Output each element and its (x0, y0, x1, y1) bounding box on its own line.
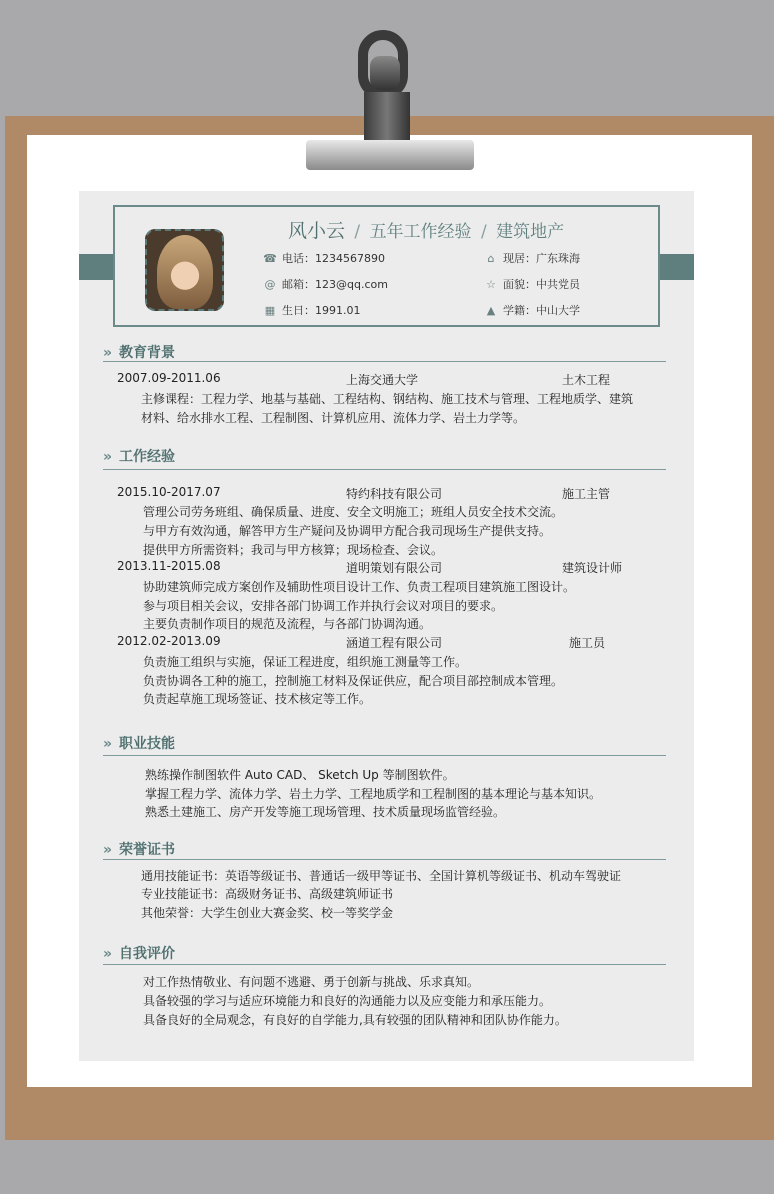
separator: / (480, 222, 487, 242)
portrait-figure (157, 235, 213, 309)
info-residence (484, 250, 580, 266)
profile-photo (145, 229, 224, 311)
work-duty: 管理公司劳务班组、确保质量、进度、安全文明施工；班组人员安全技术交流。 (143, 505, 564, 519)
info-birth (263, 302, 361, 318)
skill-item: 熟练操作制图软件 Auto CAD、 Sketch Up 等制图软件。 (145, 768, 455, 782)
work-duty: 负责施工组织与实施，保证工程进度，组织施工测量等工作。 (143, 655, 468, 669)
work-period: 2012.02-2013.09 (117, 634, 221, 648)
work-duty: 协助建筑师完成方案创作及辅助性项目设计工作、负责工程项目建筑施工图设计。 (143, 580, 576, 594)
section-title-education: » 教育背景 (103, 345, 176, 361)
honor-item: 专业技能证书：高级财务证书、高级建筑师证书 (141, 887, 394, 901)
edu-school: 上海交通大学 (346, 373, 419, 387)
work-duty: 与甲方有效沟通，解答甲方生产疑问及协调甲方配合我司现场生产提供支持。 (143, 524, 552, 538)
at-icon: @ (264, 278, 276, 291)
skill-item: 熟悉土建施工、房产开发等施工现场管理、技术质量现场监管经验。 (145, 805, 506, 819)
work-role: 施工员 (569, 636, 606, 650)
self-eval-item: 对工作热情敬业、有问题不逃避、勇于创新与挑战、乐求真知。 (143, 975, 480, 989)
phone-text: 电话：1234567890 (282, 252, 385, 265)
experience-years: 五年工作经验 (369, 222, 472, 242)
work-company: 涵道工程有限公司 (346, 636, 443, 650)
header-accent-right (658, 254, 694, 280)
phone-icon: ☎ (263, 252, 277, 265)
self-eval-item: 具备较强的学习与适应环境能力和良好的沟通能力以及应变能力和承压能力。 (143, 994, 552, 1008)
work-duty: 负责起草施工现场签证、技术核定等工作。 (143, 692, 372, 706)
work-company: 道明策划有限公司 (346, 561, 443, 575)
political-text: 面貌：中共党员 (503, 278, 580, 291)
binder-clip-neck (364, 92, 410, 144)
edu-major: 土木工程 (562, 373, 611, 387)
birth-text: 生日：1991.01 (282, 304, 361, 317)
honor-item: 通用技能证书：英语等级证书、普通话一级甲等证书、全国计算机等级证书、机动车驾驶证 (141, 869, 622, 883)
work-duty: 提供甲方所需资料；我司与甲方核算；现场检查、会议。 (143, 543, 444, 557)
info-email (263, 276, 388, 292)
work-duty: 负责协调各工种的施工，控制施工材料及保证供应，配合项目部控制成本管理。 (143, 674, 564, 688)
double-chevron-icon: » (103, 736, 110, 752)
email-text: 邮箱：123@qq.com (282, 278, 388, 291)
calendar-icon: ▦ (264, 304, 276, 317)
info-education (484, 302, 580, 318)
skill-item: 掌握工程力学、流体力学、岩土力学、工程地质学和工程制图的基本理论与基本知识。 (145, 787, 602, 801)
industry: 建筑地产 (496, 222, 565, 242)
work-period: 2013.11-2015.08 (117, 559, 221, 573)
info-phone (263, 250, 385, 266)
double-chevron-icon: » (103, 345, 110, 361)
home-icon: ⌂ (487, 252, 495, 265)
work-company: 特约科技有限公司 (346, 487, 443, 501)
residence-text: 现居：广东珠海 (503, 252, 580, 265)
binder-clip-base (306, 140, 474, 170)
section-title-skills: » 职业技能 (103, 736, 176, 752)
separator: / (354, 222, 361, 242)
section-divider (103, 964, 666, 965)
double-chevron-icon: » (103, 842, 110, 858)
section-title-honors: » 荣誉证书 (103, 842, 176, 858)
work-role: 建筑设计师 (562, 561, 623, 575)
work-role: 施工主管 (562, 487, 611, 501)
candidate-name: 风小云 (288, 220, 346, 242)
info-political (484, 276, 580, 292)
edu-courses-line2: 材料、给水排水工程、工程制图、计算机应用、流体力学、岩土力学等。 (141, 411, 526, 425)
self-eval-item: 具备良好的全局观念，有良好的自学能力,具有较强的团队精神和团队协作能力。 (143, 1013, 567, 1027)
work-duty: 参与项目相关会议，安排各部门协调工作并执行会议对项目的要求。 (143, 599, 504, 613)
section-title-work: » 工作经验 (103, 449, 176, 465)
double-chevron-icon: » (103, 449, 110, 465)
graduation-cap-icon: ▲ (486, 304, 496, 317)
work-period: 2015.10-2017.07 (117, 485, 221, 499)
star-icon: ☆ (486, 278, 496, 291)
section-divider (103, 469, 666, 470)
honor-item: 其他荣誉：大学生创业大赛金奖、校一等奖学金 (141, 906, 394, 920)
edu-period: 2007.09-2011.06 (117, 371, 221, 385)
education-text: 学籍：中山大学 (503, 304, 580, 317)
section-divider (103, 361, 666, 362)
double-chevron-icon: » (103, 946, 110, 962)
binder-clip-top (370, 56, 400, 90)
section-divider (103, 755, 666, 756)
header-accent-left (79, 254, 115, 280)
section-divider (103, 859, 666, 860)
work-duty: 主要负责制作项目的规范及流程，与各部门协调沟通。 (143, 617, 432, 631)
name-line (288, 216, 564, 243)
edu-courses-line1: 主修课程：工程力学、地基与基础、工程结构、钢结构、施工技术与管理、工程地质学、建筑 (141, 392, 634, 406)
section-title-self: » 自我评价 (103, 946, 176, 962)
